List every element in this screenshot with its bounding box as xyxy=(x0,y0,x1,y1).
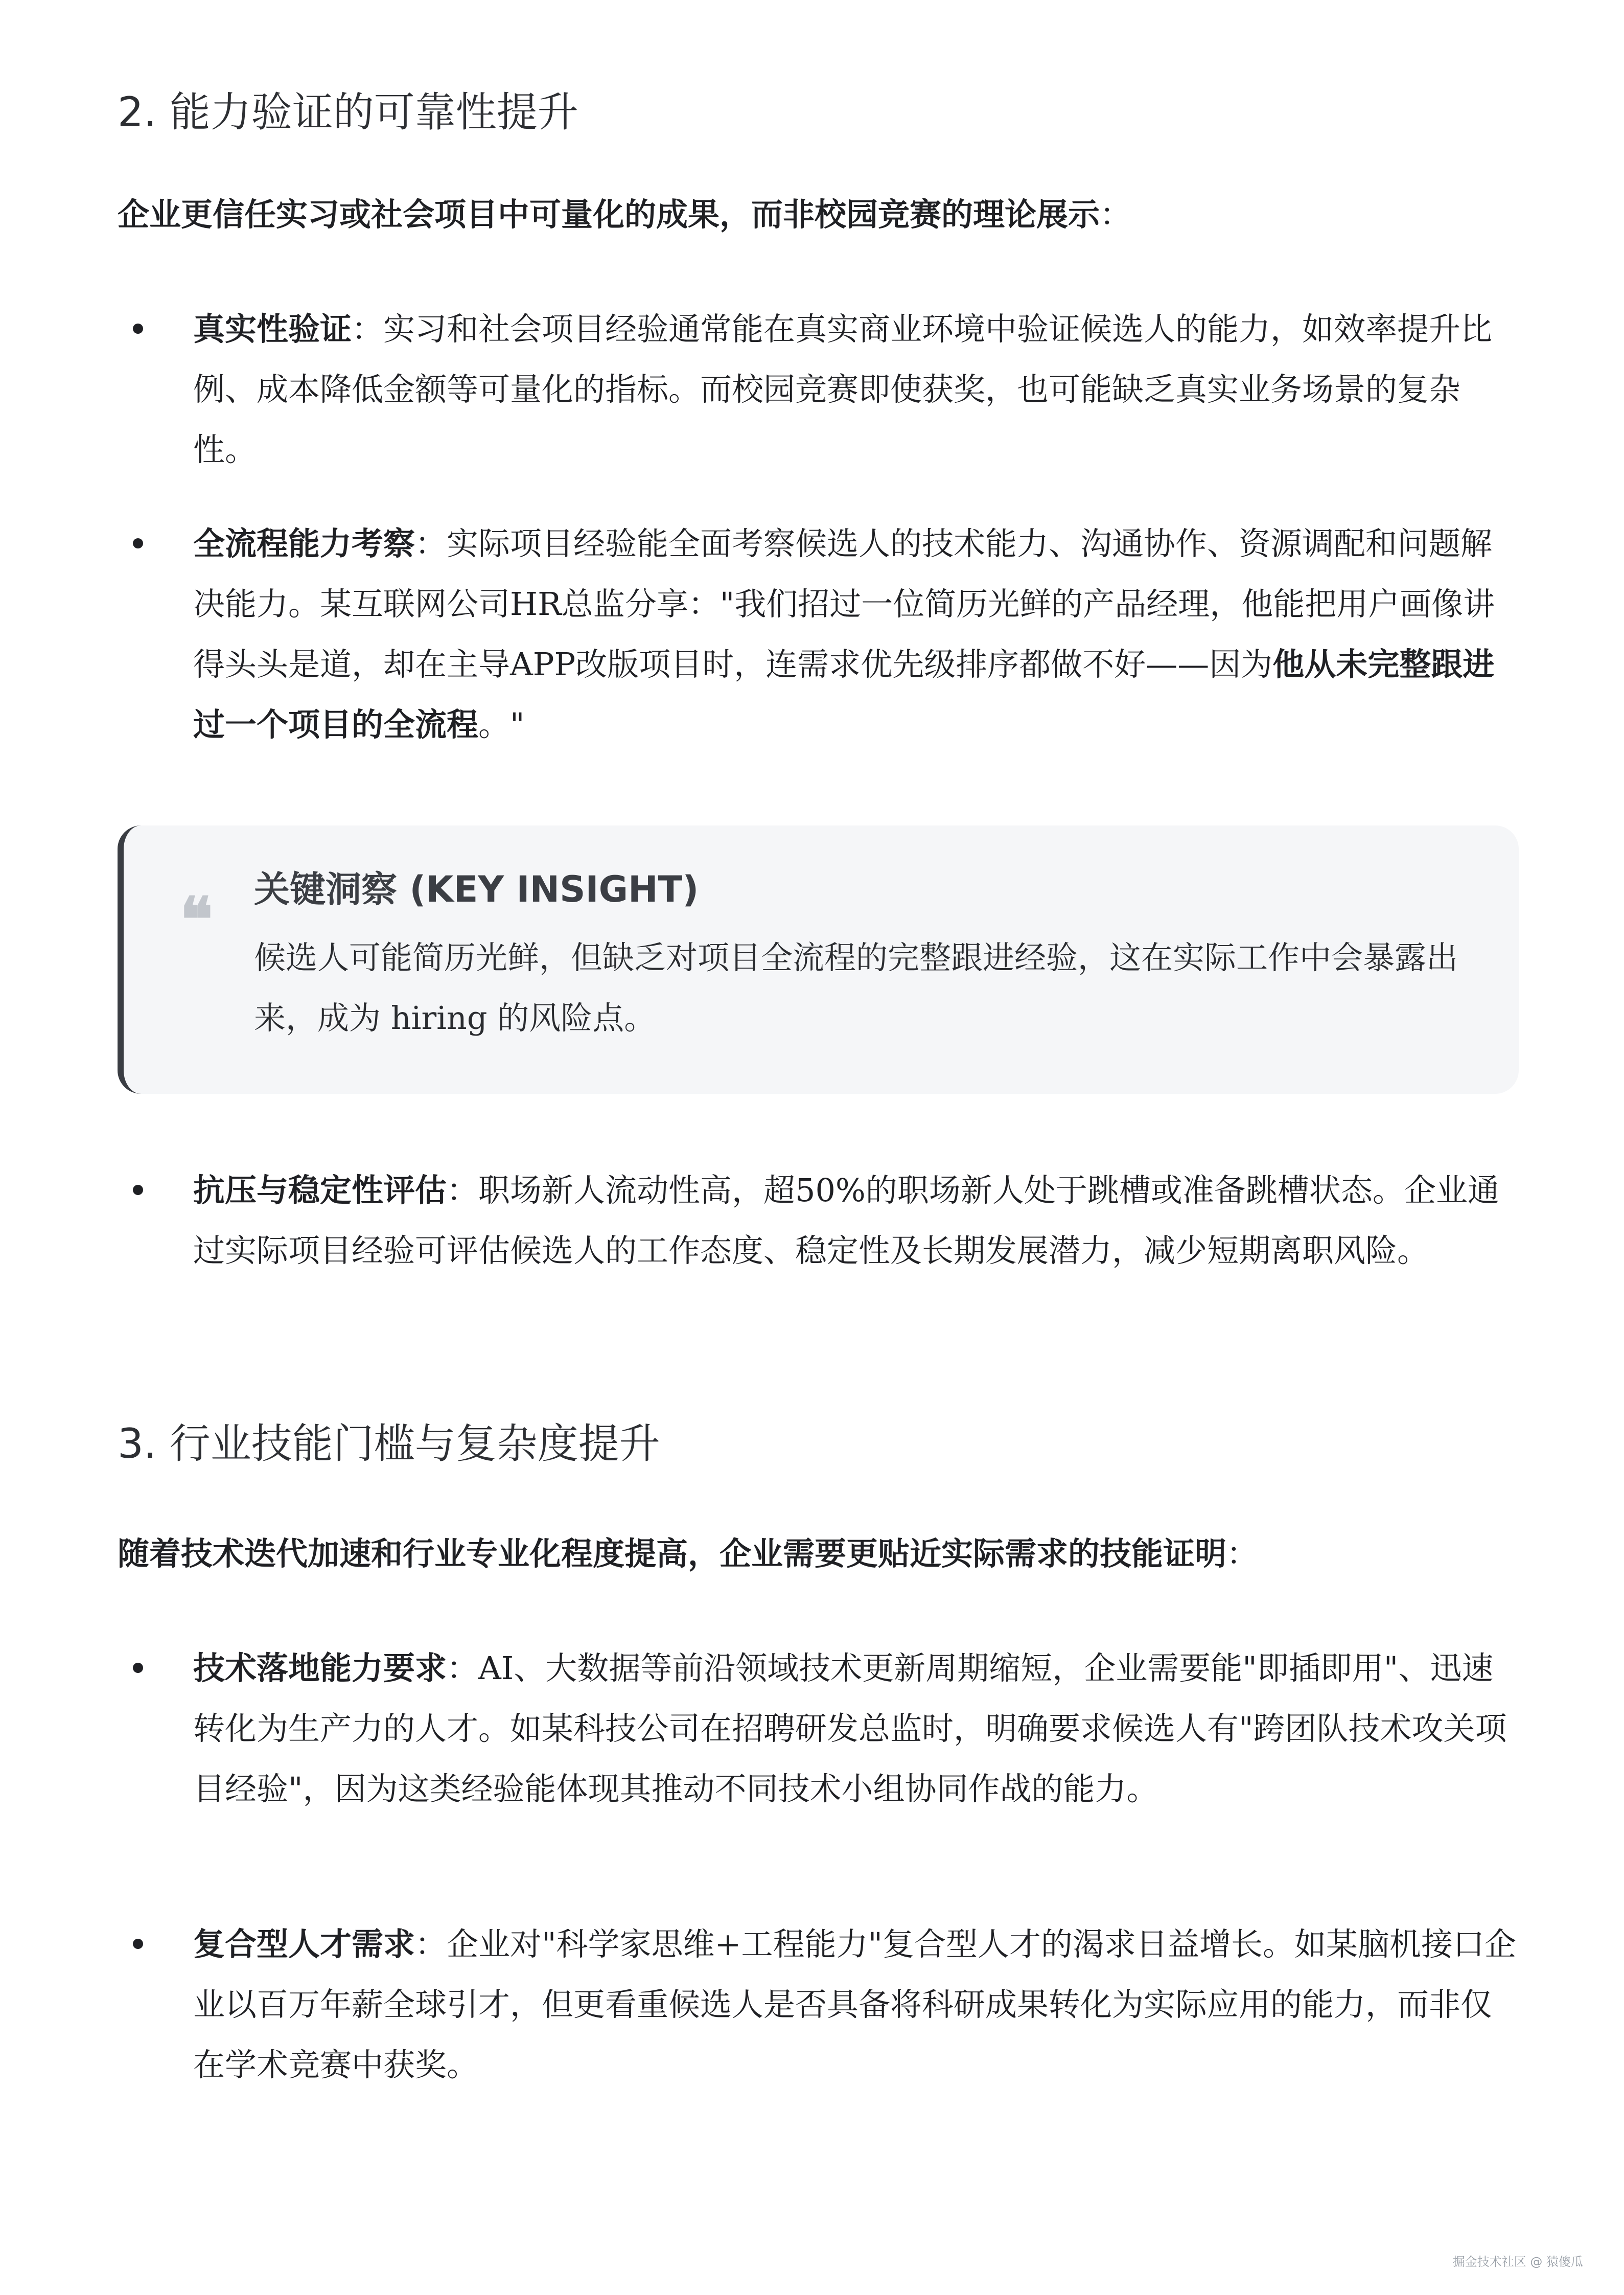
item-text: ：实习和社会项目经验通常能在真实商业环境中验证候选人的能力，如效率提升比例、成本降低金额等可量化的指标。而校园竞赛即使获奖，也可能缺乏真实业务场景的复杂性。 xyxy=(193,310,1493,468)
item-label: 真实性验证 xyxy=(193,310,352,348)
item-label: 技术落地能力要求 xyxy=(193,1649,447,1687)
key-insight-callout xyxy=(118,825,1519,1094)
item-text: ：职场新人流动性高，超50%的职场新人处于跳槽或准备跳槽状态。企业通过实际项目经验可评估候选人的工作态度、稳定性及长期发展潜力，减少短期离职风险。 xyxy=(193,1172,1499,1269)
list-item-tech-landing xyxy=(133,1638,1523,1819)
bullet xyxy=(133,324,143,334)
section-2-heading: 2. 能力验证的可靠性提升 xyxy=(118,88,578,136)
insight-title: 关键洞察 (KEY INSIGHT) xyxy=(254,868,699,910)
bullet xyxy=(133,1939,143,1949)
quote-icon: ❝ xyxy=(180,884,213,956)
insight-body: 候选人可能简历光鲜，但缺乏对项目全流程的完整跟进经验，这在实际工作中会暴露出来，成为 hiring 的风险点。 xyxy=(254,939,1458,1037)
item-emphasis: 他从未完整跟进过一个项目的全流程 xyxy=(193,646,1495,743)
section-3-heading: 3. 行业技能门槛与复杂度提升 xyxy=(118,1420,660,1467)
list-item-composite-talent xyxy=(133,1914,1523,2095)
list-item-authenticity xyxy=(133,299,1523,480)
section-2-lead-text: 企业更信任实习或社会项目中可量化的成果，而非校园竞赛的理论展示 xyxy=(118,196,1100,233)
item-text: ：实际项目经验能全面考察候选人的技术能力、沟通协作、资源调配和问题解决能力。某互联网公司HR总监分享："我们招过一位简历光鲜的产品经理，他能把用户画像讲得头头是道，却在主导APP改版项目时，连需求优先级排序都做不好——因为 xyxy=(193,525,1495,683)
section-3-lead-text: 随着技术迭代加速和行业专业化程度提高，企业需要更贴近实际需求的技能证明 xyxy=(118,1535,1227,1572)
item-text: ：AI、大数据等前沿领域技术更新周期缩短，企业需要能"即插即用"、迅速转化为生产力的人才。如某科技公司在招聘研发总监时，明确要求候选人有"跨团队技术攻关项目经验"，因为这类经验能体现其推动不同技术小组协同作战的能力。 xyxy=(193,1649,1507,1807)
item-text: ：企业对"科学家思维+工程能力"复合型人才的渴求日益增长。如某脑机接口企业以百万年薪全球引才，但更看重候选人是否具备将科研成果转化为实际应用的能力，而非仅在学术竞赛中获奖。 xyxy=(193,1925,1517,2083)
section-2-lead-colon: ： xyxy=(1100,196,1132,233)
section-2-lead xyxy=(118,187,1131,243)
bullet xyxy=(133,538,143,548)
item-label: 全流程能力考察 xyxy=(193,525,415,562)
list-item-stability xyxy=(133,1160,1523,1281)
section-3-lead-colon: ： xyxy=(1226,1535,1259,1572)
list-item-full-process xyxy=(133,514,1523,755)
bullet xyxy=(133,1185,143,1195)
watermark: 掘金技术社区 @ 猿傻瓜 xyxy=(1452,2255,1583,2269)
item-label: 复合型人才需求 xyxy=(193,1925,415,1963)
item-label: 抗压与稳定性评估 xyxy=(193,1172,447,1209)
section-3-lead xyxy=(118,1526,1258,1582)
bullet xyxy=(133,1663,143,1673)
item-tail: 。" xyxy=(478,706,525,743)
